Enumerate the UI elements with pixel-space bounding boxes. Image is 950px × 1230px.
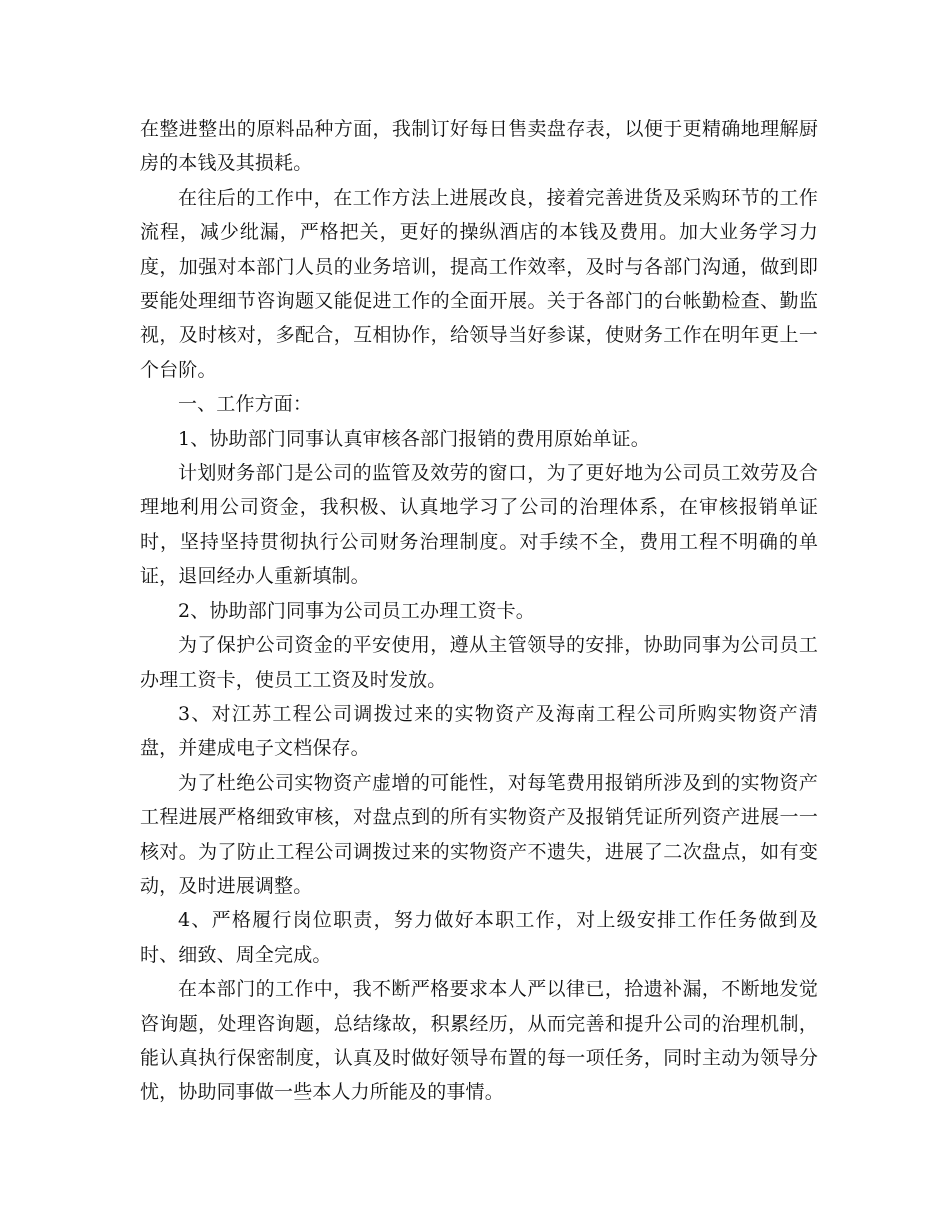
item-heading-1: 1、协助部门同事认真审核各部门报销的费用原始单证。 [178, 427, 650, 450]
paragraph-4: 为了保护公司资金的平安使用，遵从主管领导的安排，协助同事为公司员工办理工资卡，使员工工资及时发放。 [140, 634, 818, 691]
paragraph-2: 在往后的工作中，在工作方法上进展改良，接着完善进货及采购环节的工作流程，减少纰漏，严格把关，更好的操纵酒店的本钱及费用。加大业务学习力度，加强对本部门人员的业务培训，提高工作效率，及时与各部门沟通，做到即要能处理细节咨询题又能促进工作的全面开展。关于各部门的台帐勤检查、勤监视，及时核对，多配合，互相协作，给领导当好参谋，使财务工作在明年更上一个台阶。 [140, 186, 818, 381]
item-heading-4: 4、严格履行岗位职责，努力做好本职工作，对上级安排工作任务做到及时、细致、周全完成。 [140, 909, 818, 966]
paragraph-1: 在整进整出的原料品种方面，我制订好每日售卖盘存表，以便于更精确地理解厨房的本钱及其损耗。 [140, 118, 818, 175]
paragraph-5: 为了杜绝公司实物资产虚增的可能性，对每笔费用报销所涉及到的实物资产工程进展严格细致审核，对盘点到的所有实物资产及报销凭证所列资产进展一一核对。为了防止工程公司调拨过来的实物资产不遗失，进展了二次盘点，如有变动，及时进展调整。 [140, 771, 818, 897]
document-body [140, 112, 818, 1110]
paragraph-6: 在本部门的工作中，我不断严格要求本人严以律已，拾遗补漏，不断地发觉咨询题，处理咨询题，总结缘故，积累经历，从而完善和提升公司的治理机制，能认真执行保密制度，认真及时做好领导布置的每一项任务，同时主动为领导分忧，协助同事做一些本人力所能及的事情。 [140, 978, 818, 1104]
paragraph-3: 计划财务部门是公司的监管及效劳的窗口，为了更好地为公司员工效劳及合理地利用公司资金，我积极、认真地学习了公司的治理体系，在审核报销单证时，坚持坚持贯彻执行公司财务治理制度。对手续不全，费用工程不明确的单证，退回经办人重新填制。 [140, 462, 818, 588]
section-heading: 一、工作方面： [178, 393, 313, 416]
item-heading-3: 3、对江苏工程公司调拨过来的实物资产及海南工程公司所购实物资产清盘，并建成电子文档保存。 [140, 702, 818, 760]
item-heading-2: 2、协助部门同事为公司员工办理工资卡。 [178, 599, 535, 622]
